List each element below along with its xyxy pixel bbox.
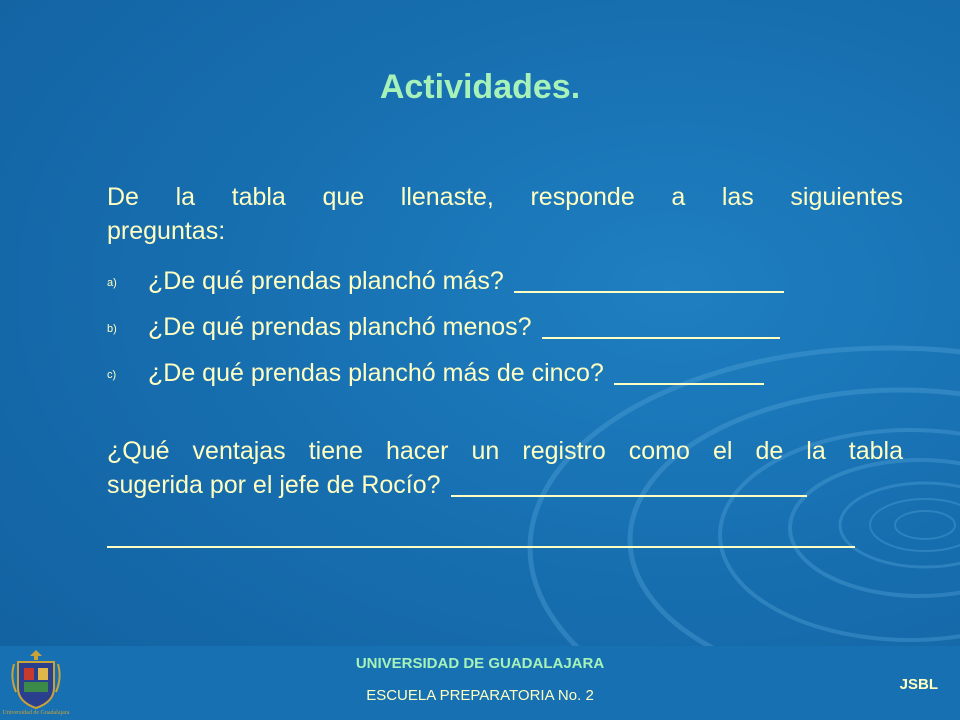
intro-line-1: De la tabla que llenaste, responde a las siguientes xyxy=(107,183,903,211)
list-marker: b) xyxy=(107,323,117,335)
question-text: ¿De qué prendas planchó menos? xyxy=(148,313,532,341)
answer-blank-line[interactable] xyxy=(107,546,855,548)
answer-blank[interactable] xyxy=(614,357,764,385)
list-marker: c) xyxy=(107,369,117,381)
author-initials: JSBL xyxy=(899,676,938,693)
question-text: ¿De qué prendas planchó más de cinco? xyxy=(148,359,604,387)
answer-blank[interactable] xyxy=(542,311,780,339)
list-item xyxy=(107,350,903,396)
question-b xyxy=(148,304,780,350)
intro-line-2: preguntas: xyxy=(107,217,226,245)
question-text: ¿De qué prendas planchó más? xyxy=(148,267,504,295)
open-question xyxy=(107,434,903,502)
slide-title: Actividades. xyxy=(379,68,581,106)
university-name: UNIVERSIDAD DE GUADALAJARA xyxy=(355,655,605,672)
open-question-line-2: sugerida por el jefe de Rocío? xyxy=(107,471,441,499)
intro-text xyxy=(107,180,903,248)
logo-caption: Universidad de Guadalajara xyxy=(2,710,70,716)
school-name: ESCUELA PREPARATORIA No. 2 xyxy=(366,687,594,704)
list-item xyxy=(107,304,903,350)
list-item xyxy=(107,258,903,304)
answer-blank[interactable] xyxy=(451,471,807,497)
open-question-line-1: ¿Qué ventajas tiene hacer un registro como el de la tabla xyxy=(107,437,903,465)
list-marker: a) xyxy=(107,277,117,289)
question-c xyxy=(148,350,764,396)
question-a xyxy=(148,258,784,304)
answer-blank[interactable] xyxy=(514,265,784,293)
question-list xyxy=(107,258,903,396)
